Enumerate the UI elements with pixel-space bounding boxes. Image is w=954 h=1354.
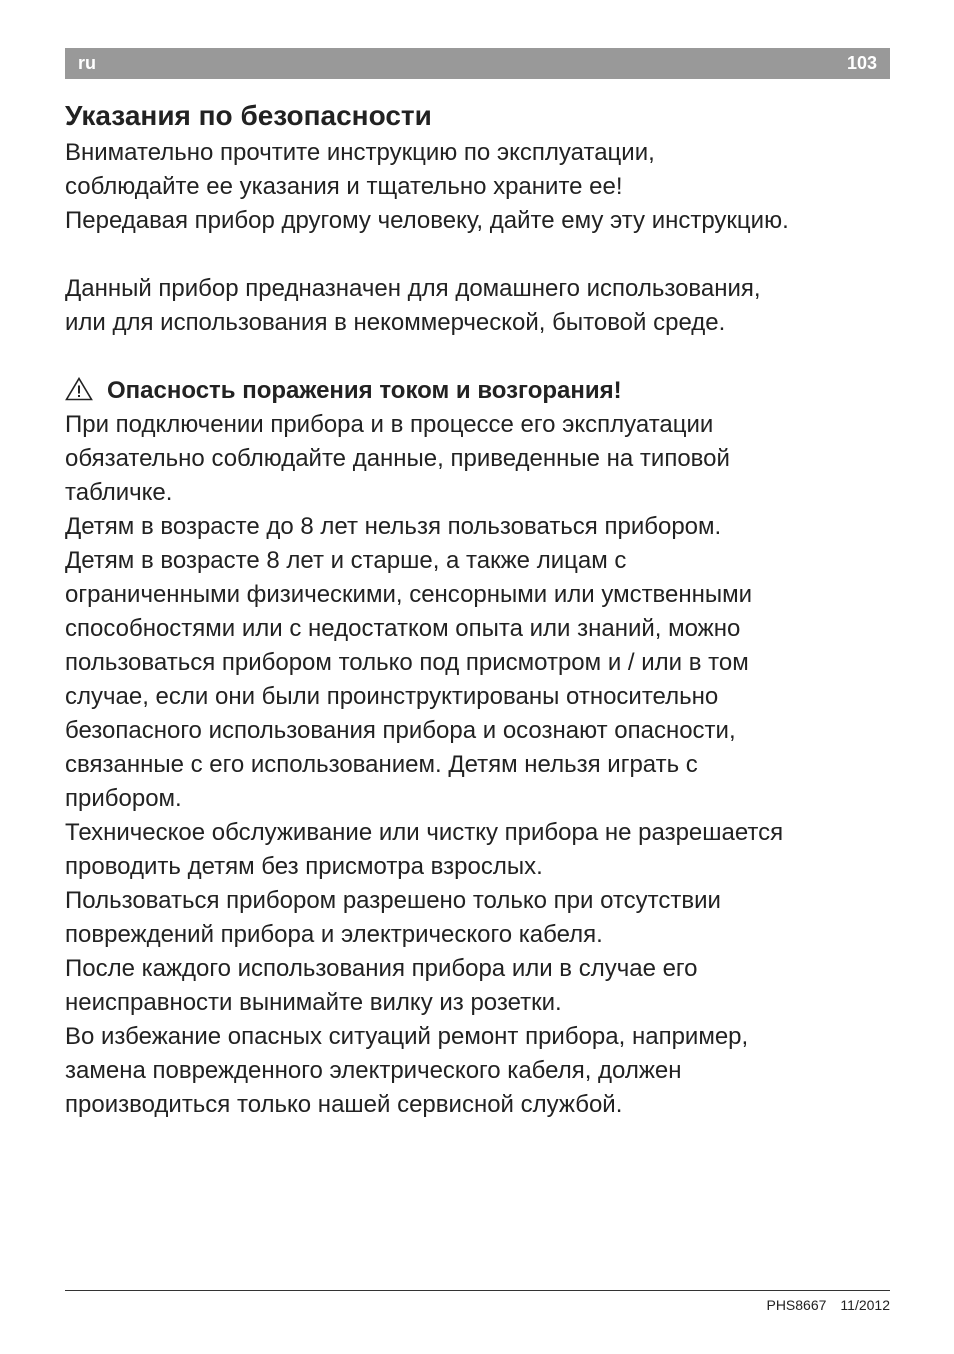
warning-line: случае, если они были проинструктированы относительно bbox=[65, 683, 719, 710]
language-code: ru bbox=[78, 53, 96, 73]
footer-divider bbox=[65, 1290, 890, 1291]
warning-line: обязательно соблюдайте данные, приведенные на типовой bbox=[65, 445, 730, 472]
footer-model: PHS8667 bbox=[766, 1297, 827, 1313]
intro-line: Внимательно прочтите инструкцию по эксплуатации, bbox=[65, 139, 655, 166]
paragraph-spacer bbox=[65, 238, 895, 272]
warning-line: ограниченными физическими, сенсорными или умственными bbox=[65, 581, 753, 608]
paragraph-spacer bbox=[65, 340, 895, 374]
intro-line: соблюдайте ее указания и тщательно храните ее! bbox=[65, 173, 623, 200]
warning-body bbox=[65, 408, 895, 1122]
footer-date: 11/2012 bbox=[840, 1297, 890, 1313]
warning-line: табличке. bbox=[65, 479, 173, 506]
page-content bbox=[65, 96, 895, 1122]
warning-line: Детям в возрасте до 8 лет нельзя пользоваться прибором. bbox=[65, 513, 722, 540]
warning-section bbox=[65, 374, 895, 1122]
purpose-paragraph bbox=[65, 272, 895, 340]
warning-line: При подключении прибора и в процессе его эксплуатации bbox=[65, 411, 714, 438]
warning-line: Во избежание опасных ситуаций ремонт прибора, например, bbox=[65, 1023, 749, 1050]
warning-line: Техническое обслуживание или чистку прибора не разрешается bbox=[65, 819, 784, 846]
purpose-line: Данный прибор предназначен для домашнего использования, bbox=[65, 275, 761, 302]
page-title: Указания по безопасности bbox=[65, 100, 432, 131]
warning-line: Детям в возрасте 8 лет и старше, а также лицам с bbox=[65, 547, 627, 574]
page-header-bar bbox=[65, 48, 890, 79]
warning-line: связанные с его использованием. Детям нельзя играть с bbox=[65, 751, 698, 778]
warning-line: После каждого использования прибора или в случае его bbox=[65, 955, 698, 982]
warning-line: повреждений прибора и электрического кабеля. bbox=[65, 921, 603, 948]
warning-line: проводить детям без присмотра взрослых. bbox=[65, 853, 543, 880]
warning-line: Пользоваться прибором разрешено только при отсутствии bbox=[65, 887, 721, 914]
warning-line: способностями или с недостатком опыта или знаний, можно bbox=[65, 615, 741, 642]
purpose-line: или для использования в некоммерческой, бытовой среде. bbox=[65, 309, 726, 336]
warning-line: неисправности вынимайте вилку из розетки. bbox=[65, 989, 562, 1016]
warning-line: производиться только нашей сервисной службой. bbox=[65, 1091, 623, 1118]
footer bbox=[766, 1297, 890, 1313]
warning-heading-text: Опасность поражения током и возгорания! bbox=[107, 377, 622, 404]
page-number: 103 bbox=[846, 53, 877, 73]
intro-line: Передавая прибор другому человеку, дайте ему эту инструкцию. bbox=[65, 207, 789, 234]
warning-line: пользоваться прибором только под присмотром и / или в том bbox=[65, 649, 749, 676]
intro-paragraph bbox=[65, 136, 895, 238]
warning-line: безопасного использования прибора и осознают опасности, bbox=[65, 717, 736, 744]
warning-heading bbox=[65, 374, 895, 408]
warning-line: прибором. bbox=[65, 785, 182, 812]
warning-line: замена поврежденного электрического кабеля, должен bbox=[65, 1057, 682, 1084]
warning-triangle-icon bbox=[65, 377, 93, 401]
